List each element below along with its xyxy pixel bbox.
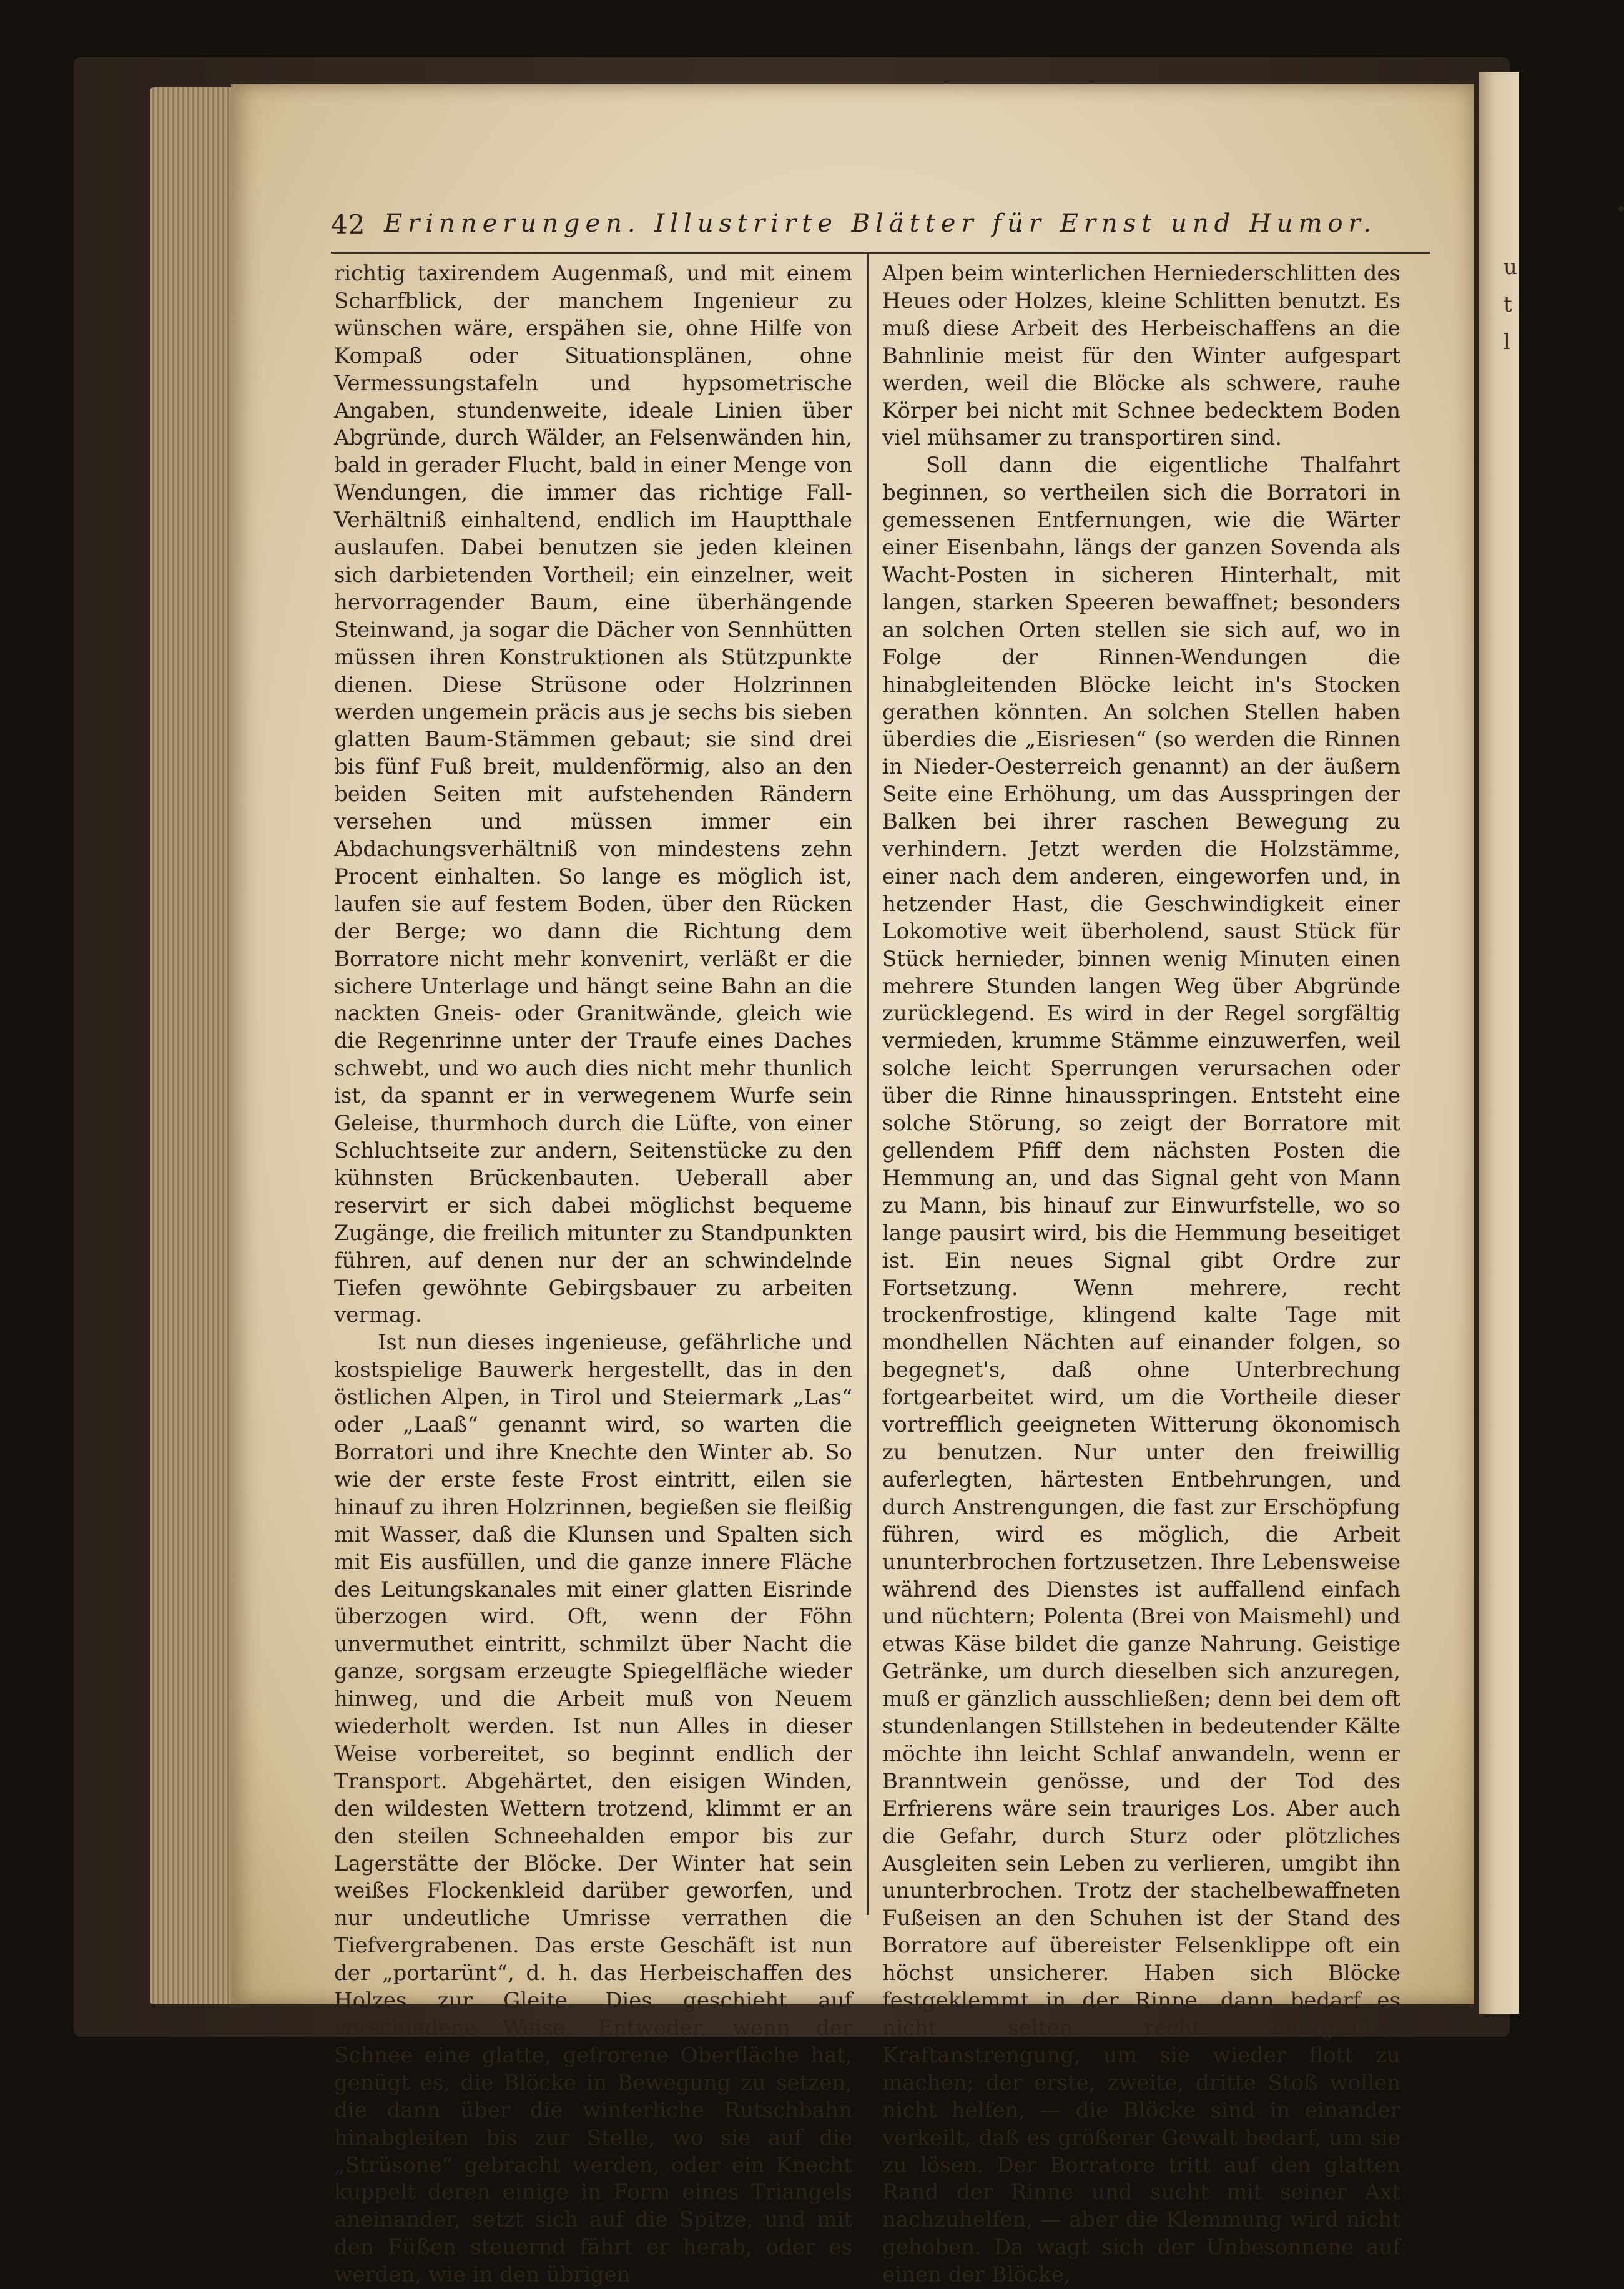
page-edges [150,87,244,2004]
next-page-fragment: l [1503,330,1510,355]
paragraph: Alpen beim winterlichen Herniederschlitten des Heues oder Holzes, kleine Schlitten benutzt. Es muß diese Arbeit des Herbeischaffens an die Bahnlinie meist für den Winter aufgespart werden, weil die Blöcke als schwere, rauhe Körper bei nicht mit Schnee bedecktem Boden viel mühsamer zu transportiren sind. [882,261,1400,451]
paragraph: Ist nun dieses ingenieuse, gefährliche und kostspielige Bauwerk hergestellt, das in den östlichen Alpen, in Tirol und Steiermark „Las“ oder „Laaß“ genannt wird, so warten die Borratori und ihre Knechte den Winter ab. So wie der erste feste Frost eintritt, eilen sie hinauf zu ihren Holzrinnen, begießen sie fleißig mit Wasser, daß die Klunsen und Spalten sich mit Eis ausfüllen, und die ganze innere Fläche des Leitungskanales mit einer glatten Eisrinde überzogen wird. Oft, wenn der Föhn unvermuthet eintritt, schmilzt über Nacht die ganze, sorgsam erzeugte Spiegelfläche wieder hinweg, und die Arbeit muß von Neuem wiederholt werden. Ist nun Alles in dieser Weise vorbereitet, so beginnt endlich der Transport. Abgehärtet, den eisigen Winden, den wildesten Wettern trotzend, klimmt er an den steilen Schneehalden empor bis zur Lagerstätte der Blöcke. Der Winter hat sein weißes Flockenkleid darüber geworfen, und nur undeutliche Umrisse verrathen die Tiefvergrabenen. Das erste Geschäft ist nun der „portarünt“, d. h. das Herbeischaffen des Holzes zur Gleite. Dies geschieht auf verschiedene Weise. Entweder, wenn der Schnee eine glatte, gefrorene Oberfläche hat, genügt es, die Blöcke in Bewegung zu setzen, die dann über die winterliche Rutschbahn hinabgleiten bis zur Stelle, wo sie auf die „Strüsone“ gebracht werden, oder ein Knecht kuppelt deren einige in Form eines Triangels aneinander, setzt sich auf die Spitze, und mit den Füßen steuernd fährt er herab, oder es werden, wie in den übrigen [334,1330,852,2288]
next-page-fragment: u [1503,255,1517,280]
next-page-edge [1479,72,1519,2014]
paragraph: Soll dann die eigentliche Thalfahrt beginnen, so vertheilen sich die Borratori in gemessenen Entfernungen, wie die Wärter einer Eisenbahn, längs der ganzen Sovenda als Wacht-Posten in sicheren Hinterhalt, mit langen, starken Speeren bewaffnet; besonders an solchen Orten stellen sie sich auf, wo in Folge der Rinnen-Wendungen die hinabgleitenden Blöcke leicht in's Stocken gerathen könnten. An solchen Stellen haben überdies die „Eisriesen“ (so werden die Rinnen in Nieder-Oesterreich genannt) an der äußern Seite eine Erhöhung, um das Ausspringen der Balken bei ihrer raschen Bewegung zu verhindern. Jetzt werden die Holzstämme, einer nach dem anderen, eingeworfen und, in hetzender Hast, die Geschwindigkeit einer Lokomotive weit überholend, saust Stück für Stück hernieder, binnen wenig Minuten einen mehrere Stunden langen Weg über Abgründe zurücklegend. Es wird in der Regel sorgfältig vermieden, krumme Stämme einzuwerfen, weil solche leicht Sperrungen verursachen oder über die Rinne hinausspringen. Entsteht eine solche Störung, so zeigt der Borratore mit gellendem Pfiff dem nächsten Posten die Hemmung an, und das Signal geht von Mann zu Mann, bis hinauf zur Einwurfstelle, wo so lange pausirt wird, bis die Hemmung beseitiget ist. Ein neues Signal gibt Ordre zur Fortsetzung. Wenn mehrere, recht trockenfrostige, klingend kalte Tage mit mondhellen Nächten auf einander folgen, so begegnet's, daß ohne Unterbrechung fortgearbeitet wird, um die Vortheile dieser vortrefflich geeigneten Witterung ökonomisch zu benutzen. Nur unter den freiwillig auferlegten, härtesten Entbehrungen, und durch Anstrengungen, die fast zur Erschöpfung führen, wird es möglich, die Arbeit ununterbrochen fortzusetzen. Ihre Lebensweise während des Dienstes ist auffallend einfach und nüchtern; Polenta (Brei von Maismehl) und etwas Käse bildet die ganze Nahrung. Geistige Getränke, um durch dieselben sich anzuregen, muß er gänzlich ausschließen; denn bei dem oft stundenlangen Stillstehen in bedeutender Kälte möchte ihn leicht Schlaf anwandeln, wenn er Branntwein genösse, und der Tod des Erfrierens wäre sein trauriges Los. Aber auch die Gefahr, durch Sturz oder plötzliches Ausgleiten sein Leben zu verlieren, umgibt ihn ununterbrochen. Trotz der stachelbewaffneten Fußeisen an den Schuhen ist der Stand des Borratore auf übereister Felsenklippe oft ein höchst unsicherer. Haben sich Blöcke festgeklemmt in der Rinne, dann bedarf es nicht selten recht energischer Kraftanstrengung, um sie wieder flott zu machen; der erste, zweite, dritte Stoß wollen nicht helfen, — die Blöcke sind in einander verkeilt, daß es größerer Gewalt bedarf, um sie zu lösen. Der Borratore tritt auf den glatten Rand der Rinne und sucht mit seiner Axt nachzuhelfen, — aber die Klemmung wird nicht gehoben. Da wagt sich der Unbesonnene auf einen der Blöcke, [882,453,1400,2288]
ink-speck [1618,206,1624,212]
book-page [231,84,1474,2288]
left-column [334,260,852,2289]
right-column [882,260,1400,2289]
next-page-fragment: t [1503,292,1512,317]
page-number: 42 [331,209,366,240]
header-rule [331,252,1430,254]
page-header [331,203,1430,247]
column-divider [867,254,869,1915]
paragraph: richtig taxirendem Augenmaß, und mit einem Scharfblick, der manchem Ingenieur zu wünschen wäre, erspähen sie, ohne Hilfe von Kompaß oder Situationsplänen, ohne Vermessungstafeln und hypsometrische Angaben, stundenweite, ideale Linien über Abgründe, durch Wälder, an Felsenwänden hin, bald in gerader Flucht, bald in einer Menge von Wendungen, die immer das richtige Fall-Verhältniß einhaltend, endlich im Hauptthale auslaufen. Dabei benutzen sie jeden kleinen sich darbietenden Vortheil; ein einzelner, weit hervorragender Baum, eine überhängende Steinwand, ja sogar die Dächer von Sennhütten müssen ihren Konstruktionen als Stützpunkte dienen. Diese Strüsone oder Holzrinnen werden ungemein präcis aus je sechs bis sieben glatten Baum-Stämmen gebaut; sie sind drei bis fünf Fuß breit, muldenförmig, also an den beiden Seiten mit aufstehenden Rändern versehen und müssen immer ein Abdachungsverhältniß von mindestens zehn Procent einhalten. So lange es möglich ist, laufen sie auf festem Boden, über den Rücken der Berge; wo dann die Richtung dem Borratore nicht mehr konvenirt, verläßt er die sichere Unterlage und hängt seine Bahn an die nackten Gneis- oder Granitwände, gleich wie die Regenrinne unter der Traufe eines Daches schwebt, und wo auch dies nicht mehr thunlich ist, da spannt er in verwegenem Wurfe sein Geleise, thurmhoch durch die Lüfte, von einer Schluchtseite zur andern, Seitenstücke zu den kühnsten Brückenbauten. Ueberall aber reservirt er sich dabei möglichst bequeme Zugänge, die freilich mitunter zu Standpunkten führen, auf denen nur der an schwindelnde Tiefen gewöhnte Gebirgsbauer zu arbeiten vermag. [334,261,852,1328]
running-title: Erinnerungen. Illustrirte Blätter für Ernst und Humor. [383,209,1377,238]
